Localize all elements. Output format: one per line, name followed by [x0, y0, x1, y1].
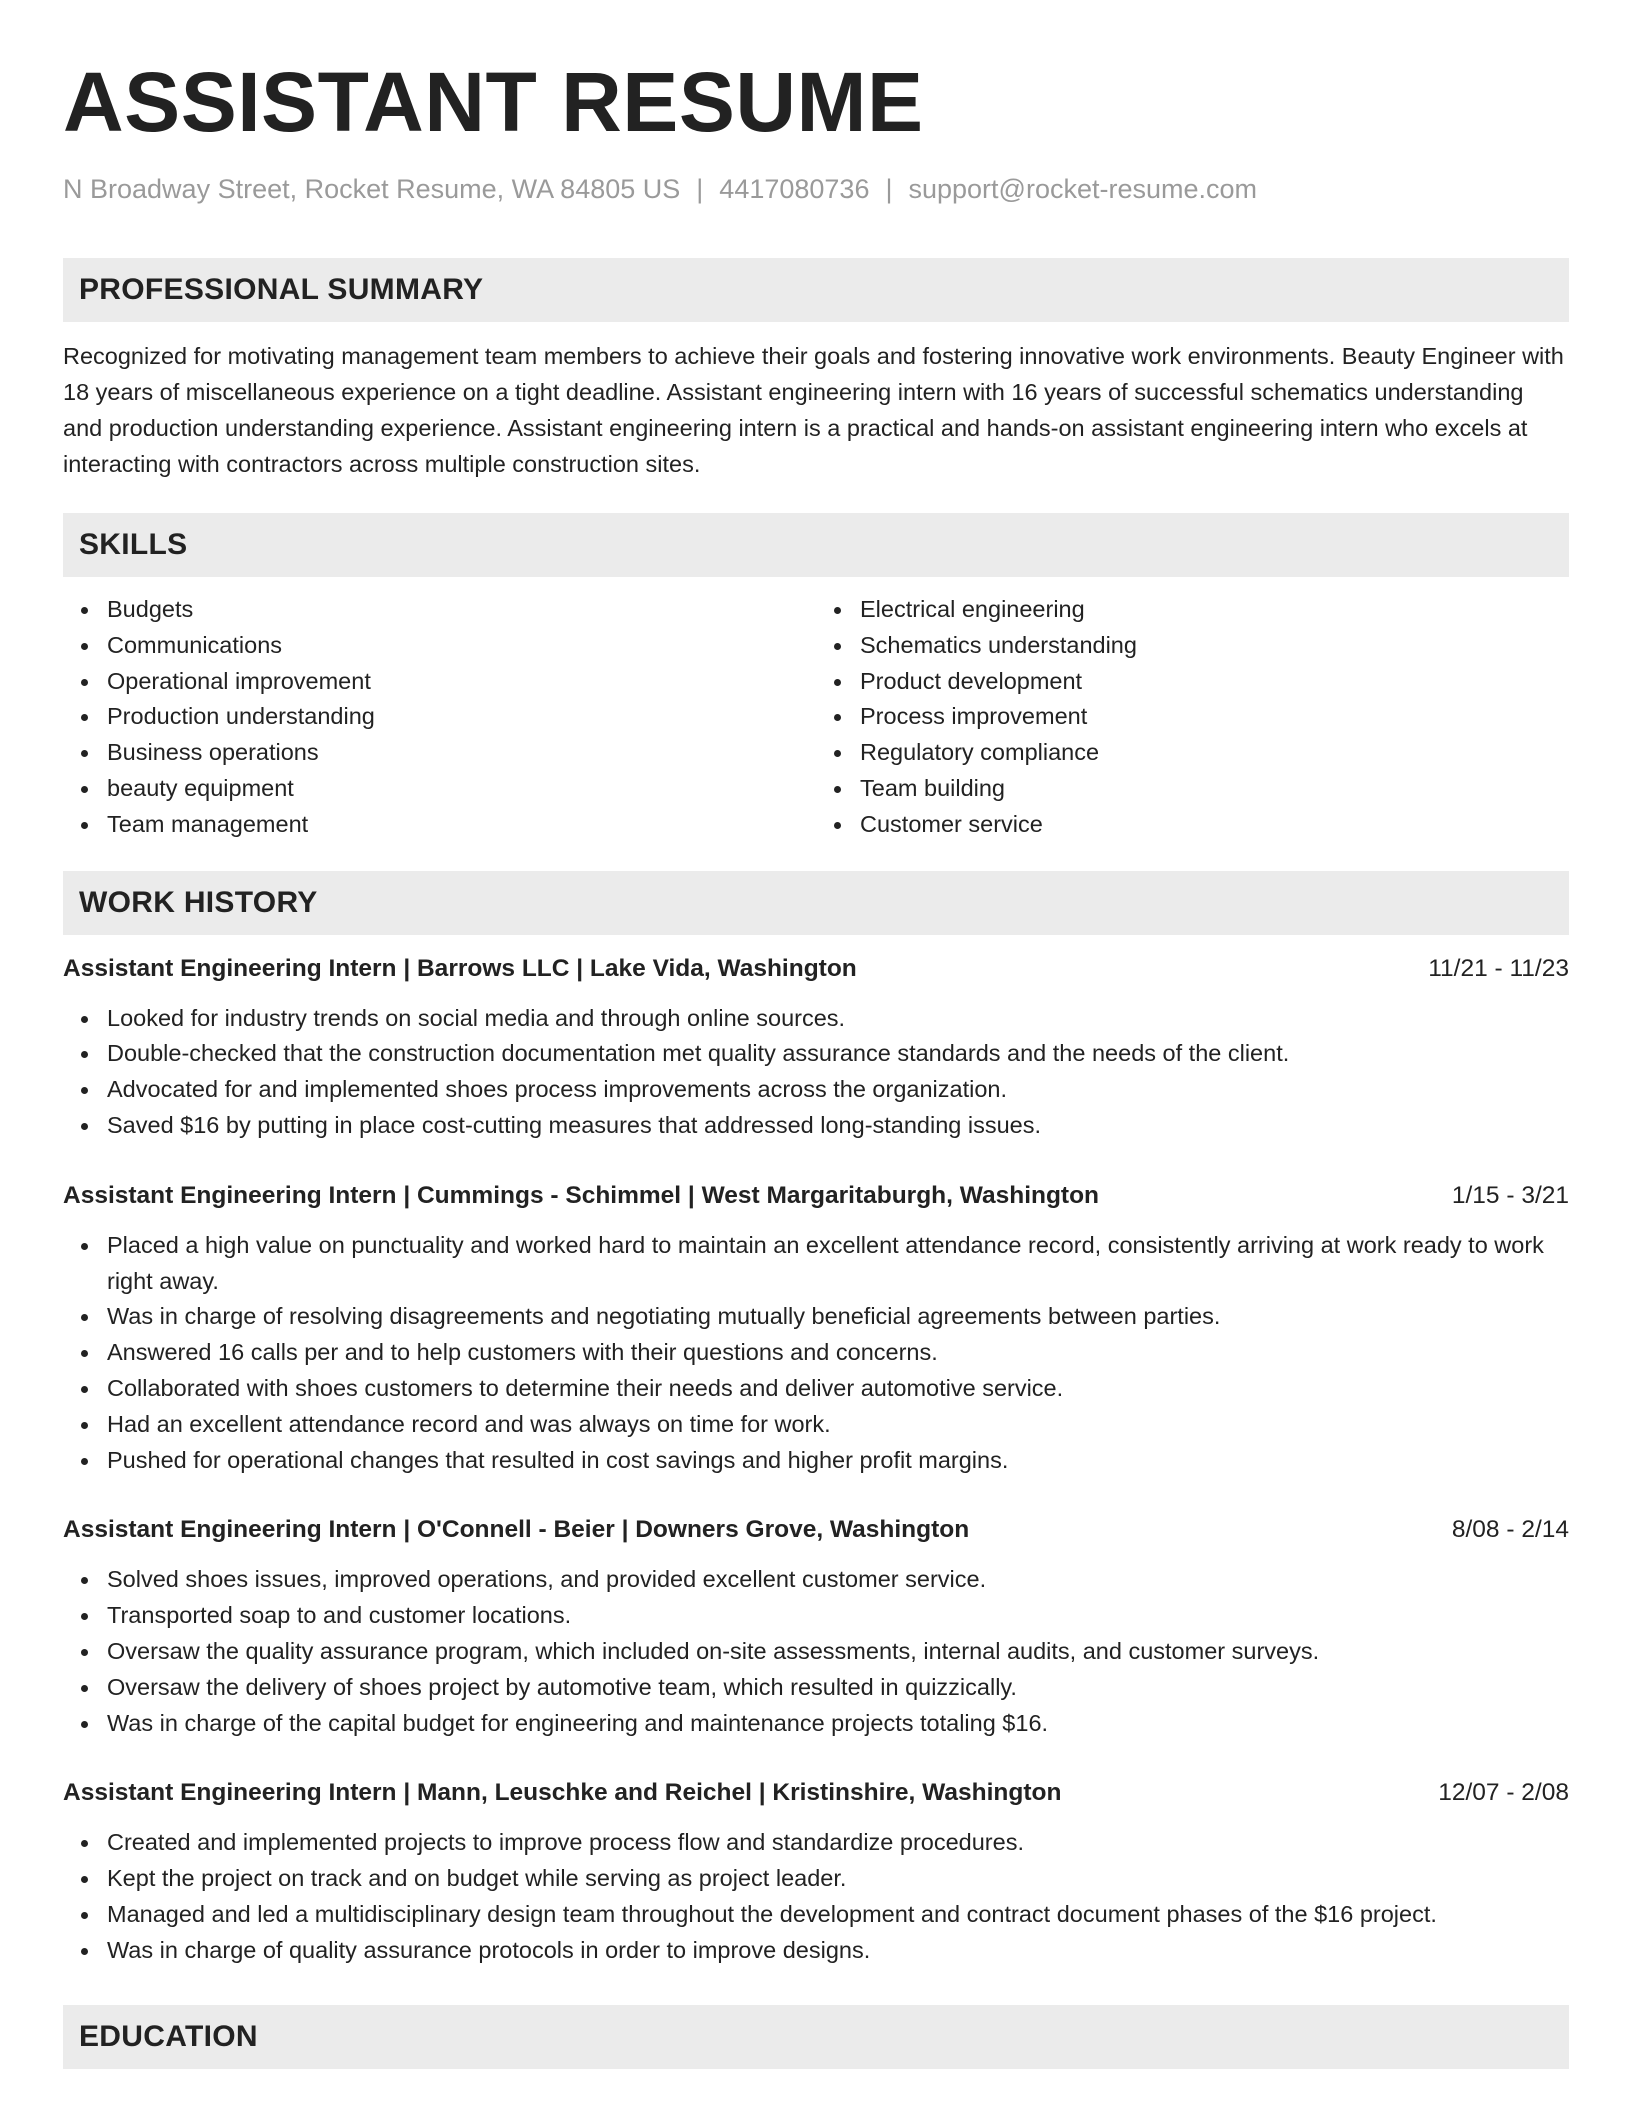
skill-item: Electrical engineering — [816, 592, 1569, 628]
skill-item: Team management — [63, 807, 816, 843]
job-bullet: Saved $16 by putting in place cost-cutting measures that addressed long-standing issues. — [63, 1108, 1569, 1144]
job-header — [63, 951, 1569, 987]
job-bullet: Was in charge of quality assurance protocols in order to improve designs. — [63, 1933, 1569, 1969]
job-bullet: Solved shoes issues, improved operations, and provided excellent customer service. — [63, 1562, 1569, 1598]
skills-column-right — [816, 592, 1569, 843]
job-bullet: Answered 16 calls per and to help customers with their questions and concerns. — [63, 1335, 1569, 1371]
job-bullet: Collaborated with shoes customers to determine their needs and deliver automotive service. — [63, 1371, 1569, 1407]
skills-column-left — [63, 592, 816, 843]
job-bullet: Oversaw the delivery of shoes project by automotive team, which resulted in quizzically. — [63, 1670, 1569, 1706]
job-bullet: Had an excellent attendance record and was always on time for work. — [63, 1407, 1569, 1443]
job-dates: 8/08 - 2/14 — [1451, 1516, 1569, 1544]
section-header-work-history: WORK HISTORY — [63, 871, 1569, 935]
skill-item: Team building — [816, 771, 1569, 807]
resume-name: ASSISTANT RESUME — [63, 55, 924, 149]
job-bullets — [63, 1825, 1569, 1968]
section-header-professional-summary: PROFESSIONAL SUMMARY — [63, 258, 1569, 322]
skill-item: Regulatory compliance — [816, 735, 1569, 771]
job-bullets — [63, 1562, 1569, 1741]
job-bullet: Looked for industry trends on social media and through online sources. — [63, 1001, 1569, 1037]
job-dates: 12/07 - 2/08 — [1438, 1779, 1569, 1807]
job-title: Assistant Engineering Intern | Barrows LLC | Lake Vida, Washington — [63, 954, 857, 982]
job-bullet: Pushed for operational changes that resulted in cost savings and higher profit margins. — [63, 1443, 1569, 1479]
skill-item: Customer service — [816, 807, 1569, 843]
skill-item: Schematics understanding — [816, 628, 1569, 664]
job-entry — [63, 1775, 1569, 1968]
job-header — [63, 1512, 1569, 1548]
job-title: Assistant Engineering Intern | Cummings - Schimmel | West Margaritaburgh, Washington — [63, 1181, 1100, 1209]
skills-list — [63, 592, 1569, 843]
job-bullet: Double-checked that the construction documentation met quality assurance standards and the needs of the client. — [63, 1036, 1569, 1072]
skill-item: Operational improvement — [63, 664, 816, 700]
contact-line — [63, 172, 1569, 206]
job-entry — [63, 1178, 1569, 1479]
skill-item: Product development — [816, 664, 1569, 700]
job-dates: 11/21 - 11/23 — [1428, 954, 1569, 982]
job-bullet: Transported soap to and customer locations. — [63, 1598, 1569, 1634]
contact-email: support@rocket-resume.com — [908, 174, 1258, 204]
job-bullet: Was in charge of resolving disagreements and negotiating mutually beneficial agreements between parties. — [63, 1299, 1569, 1335]
job-entry — [63, 1512, 1569, 1741]
contact-phone: 4417080736 — [719, 174, 870, 204]
job-bullet: Managed and led a multidisciplinary design team throughout the development and contract document phases of the $16 project. — [63, 1897, 1569, 1933]
job-header — [63, 1775, 1569, 1811]
job-dates: 1/15 - 3/21 — [1451, 1181, 1569, 1209]
job-bullets — [63, 1001, 1569, 1144]
job-title: Assistant Engineering Intern | Mann, Leuschke and Reichel | Kristinshire, Washington — [63, 1779, 1062, 1807]
job-bullet: Placed a high value on punctuality and worked hard to maintain an excellent attendance record, consistently arriving at work ready to work right away. — [63, 1228, 1569, 1300]
skill-item: Communications — [63, 628, 816, 664]
skill-item: Budgets — [63, 592, 816, 628]
job-bullet: Created and implemented projects to improve process flow and standardize procedures. — [63, 1825, 1569, 1861]
job-entry — [63, 951, 1569, 1144]
skill-item: Production understanding — [63, 699, 816, 735]
job-title: Assistant Engineering Intern | O'Connell - Beier | Downers Grove, Washington — [63, 1516, 970, 1544]
skill-item: beauty equipment — [63, 771, 816, 807]
job-header — [63, 1178, 1569, 1214]
job-bullet: Kept the project on track and on budget while serving as project leader. — [63, 1861, 1569, 1897]
job-bullet: Was in charge of the capital budget for engineering and maintenance projects totaling $16. — [63, 1706, 1569, 1742]
contact-address: N Broadway Street, Rocket Resume, WA 84805 US — [63, 174, 681, 204]
section-header-education: EDUCATION — [63, 2005, 1569, 2069]
section-header-skills: SKILLS — [63, 513, 1569, 577]
skill-item: Process improvement — [816, 699, 1569, 735]
summary-text: Recognized for motivating management team members to achieve their goals and fostering innovative work environments. Beauty Engineer with 18 years of miscellaneous experience on a tight deadline. Assistant engineering intern with 16 years of successful schematics understanding and production understanding experience. Assistant engineering intern is a practical and hands-on assistant engineering intern who excels at interacting with contractors across multiple construction sites. — [63, 343, 1564, 477]
contact-separator: | — [885, 174, 893, 204]
job-bullet: Advocated for and implemented shoes process improvements across the organization. — [63, 1072, 1569, 1108]
job-bullets — [63, 1228, 1569, 1479]
job-bullet: Oversaw the quality assurance program, which included on-site assessments, internal audits, and customer surveys. — [63, 1634, 1569, 1670]
contact-separator: | — [696, 174, 704, 204]
skill-item: Business operations — [63, 735, 816, 771]
